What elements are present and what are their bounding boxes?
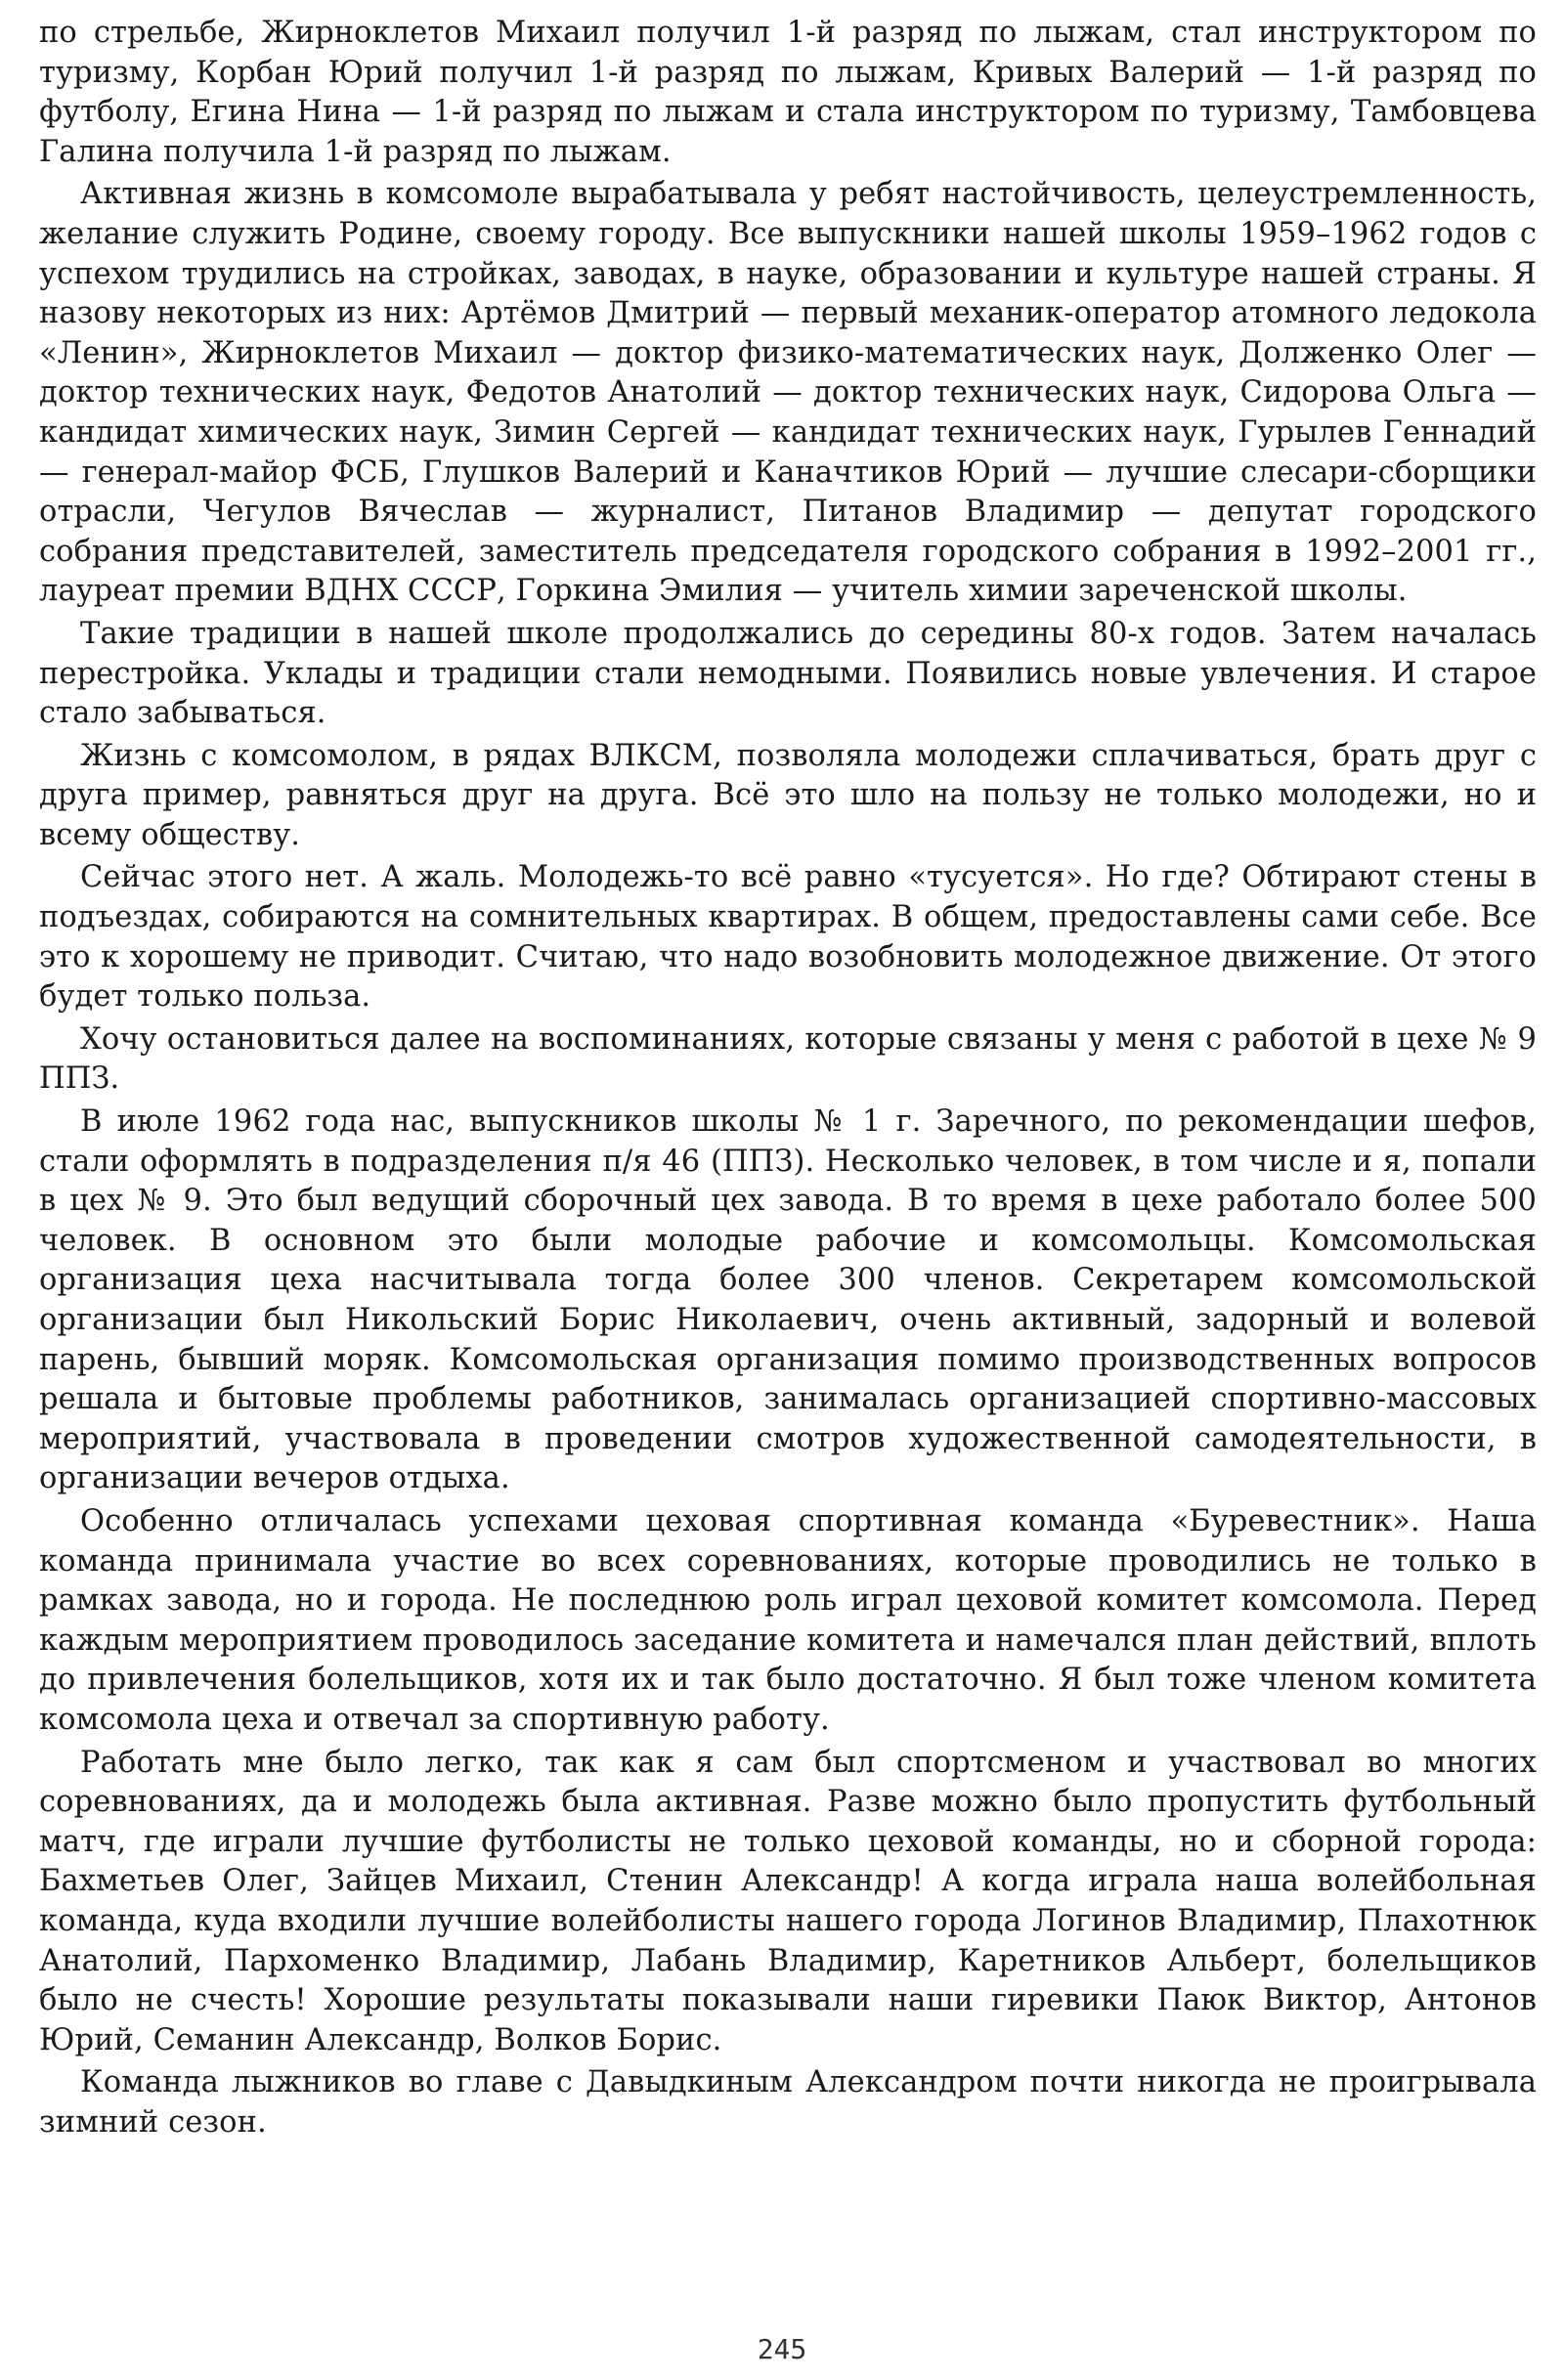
paragraph: Хочу остановиться далее на воспоминаниях, которые связаны у меня с работой в цехе № 9 ППЗ. (39, 1021, 1537, 1097)
paragraph: Сейчас этого нет. А жаль. Молодежь-то всё равно «тусуется». Но где? Обтирают стены в подъездах, собираются на сомнительных квартирах. В общем, предоставлены сами себе. Все это к хорошему не приводит. Считаю, что надо возобновить молодежное движение. От этого будет только польза. (39, 860, 1537, 1015)
paragraph: Активная жизнь в комсомоле вырабатывала у ребят настойчивость, целеустремленность, желание служить Родине, своему городу. Все выпускники нашей школы 1959–1962 годов с успехом трудились на стройках, заводах, в науке, образовании и культуре нашей страны. Я назову некоторых из них: Артёмов Дмитрий — первый механик-оператор атомного ледокола «Ленин», Жирноклетов Михаил — доктор физико-математических наук, Долженко Олег — доктор технических наук, Федотов Анатолий — доктор технических наук, Сидорова Ольга — кандидат химических наук, Зимин Сергей — кандидат технических наук, Гурылев Геннадий — генерал-майор ФСБ, Глушков Валерий и Каначтиков Юрий — лучшие слесари-сборщики отрасли, Чегулов Вячеслав — журналист, Питанов Владимир — депутат городского собрания представителей, заместитель председателя городского собрания в 1992–2001 гг., лауреат премии ВДНХ СССР, Горкина Эмилия — учитель химии зареченской школы. (39, 177, 1537, 609)
paragraph: Работать мне было легко, так как я сам был спортсменом и участвовал во многих соревнованиях, да и молодежь была активная. Разве можно было пропустить футбольный матч, где играли лучшие футболисты не только цеховой команды, но и сборной города: Бахметьев Олег, Зайцев Михаил, Стенин Александр! А когда играла наша волейбольная команда, куда входили лучшие волейболисты нашего города Логинов Владимир, Плахотнюк Анатолий, Пархоменко Владимир, Лабань Владимир, Каретников Альберт, болельщиков было не счесть! Хорошие результаты показывали наши гиревики Паюк Виктор, Антонов Юрий, Семанин Александр, Волков Борис. (39, 1745, 1537, 2057)
paragraph: Такие традиции в нашей школе продолжались до середины 80-х годов. Затем началась перестройка. Уклады и традиции стали немодными. Появились новые увлечения. И старое стало забываться. (39, 616, 1537, 731)
paragraph: Жизнь с комсомолом, в рядах ВЛКСМ, позволяла молодежи сплачиваться, брать друг с друга пример, равняться друг на друга. Всё это шло на пользу не только молодежи, но и всему обществу. (39, 738, 1537, 852)
paragraph: по стрельбе, Жирноклетов Михаил получил 1-й разряд по лыжам, стал инструктором по туризму, Корбан Юрий получил 1-й разряд по лыжам, Кривых Валерий — 1-й разряд по футболу, Егина Нина — 1-й разряд по лыжам и стала инструктором по туризму, Тамбовцева Галина получила 1-й разряд по лыжам. (39, 16, 1537, 169)
page-body (39, 14, 1537, 2145)
paragraph: Особенно отличалась успехами цеховая спортивная команда «Буревестник». Наша команда принимала участие во всех соревнованиях, которые проводились не только в рамках завода, но и города. Не последнюю роль играл цеховой комитет комсомола. Перед каждым мероприятием проводилось заседание комитета и намечался план действий, вплоть до привлечения болельщиков, хотя их и так было достаточно. Я был тоже членом комитета комсомола цеха и отвечал за спортивную работу. (39, 1503, 1537, 1737)
paragraph: В июле 1962 года нас, выпускников школы № 1 г. Заречного, по рекомендации шефов, стали оформлять в подразделения п/я 46 (ППЗ). Несколько человек, в том числе и я, попали в цех № 9. Это был ведущий сборочный цех завода. В то время в цехе работало более 500 человек. В основном это были молодые рабочие и комсомольцы. Комсомольская организация цеха насчитывала тогда более 300 членов. Секретарем комсомольской организации был Никольский Борис Николаевич, очень активный, задорный и волевой парень, бывший моряк. Комсомольская организация помимо производственных вопросов решала и бытовые проблемы работников, занималась организацией спортивно-массовых мероприятий, участвовала в проведении смотров художественной самодеятельности, в организации вечеров отдыха. (39, 1104, 1537, 1496)
page-number: 245 (757, 2333, 807, 2365)
paragraph: Команда лыжников во главе с Давыдкиным Александром почти никогда не проигрывала зимний сезон. (39, 2065, 1537, 2140)
